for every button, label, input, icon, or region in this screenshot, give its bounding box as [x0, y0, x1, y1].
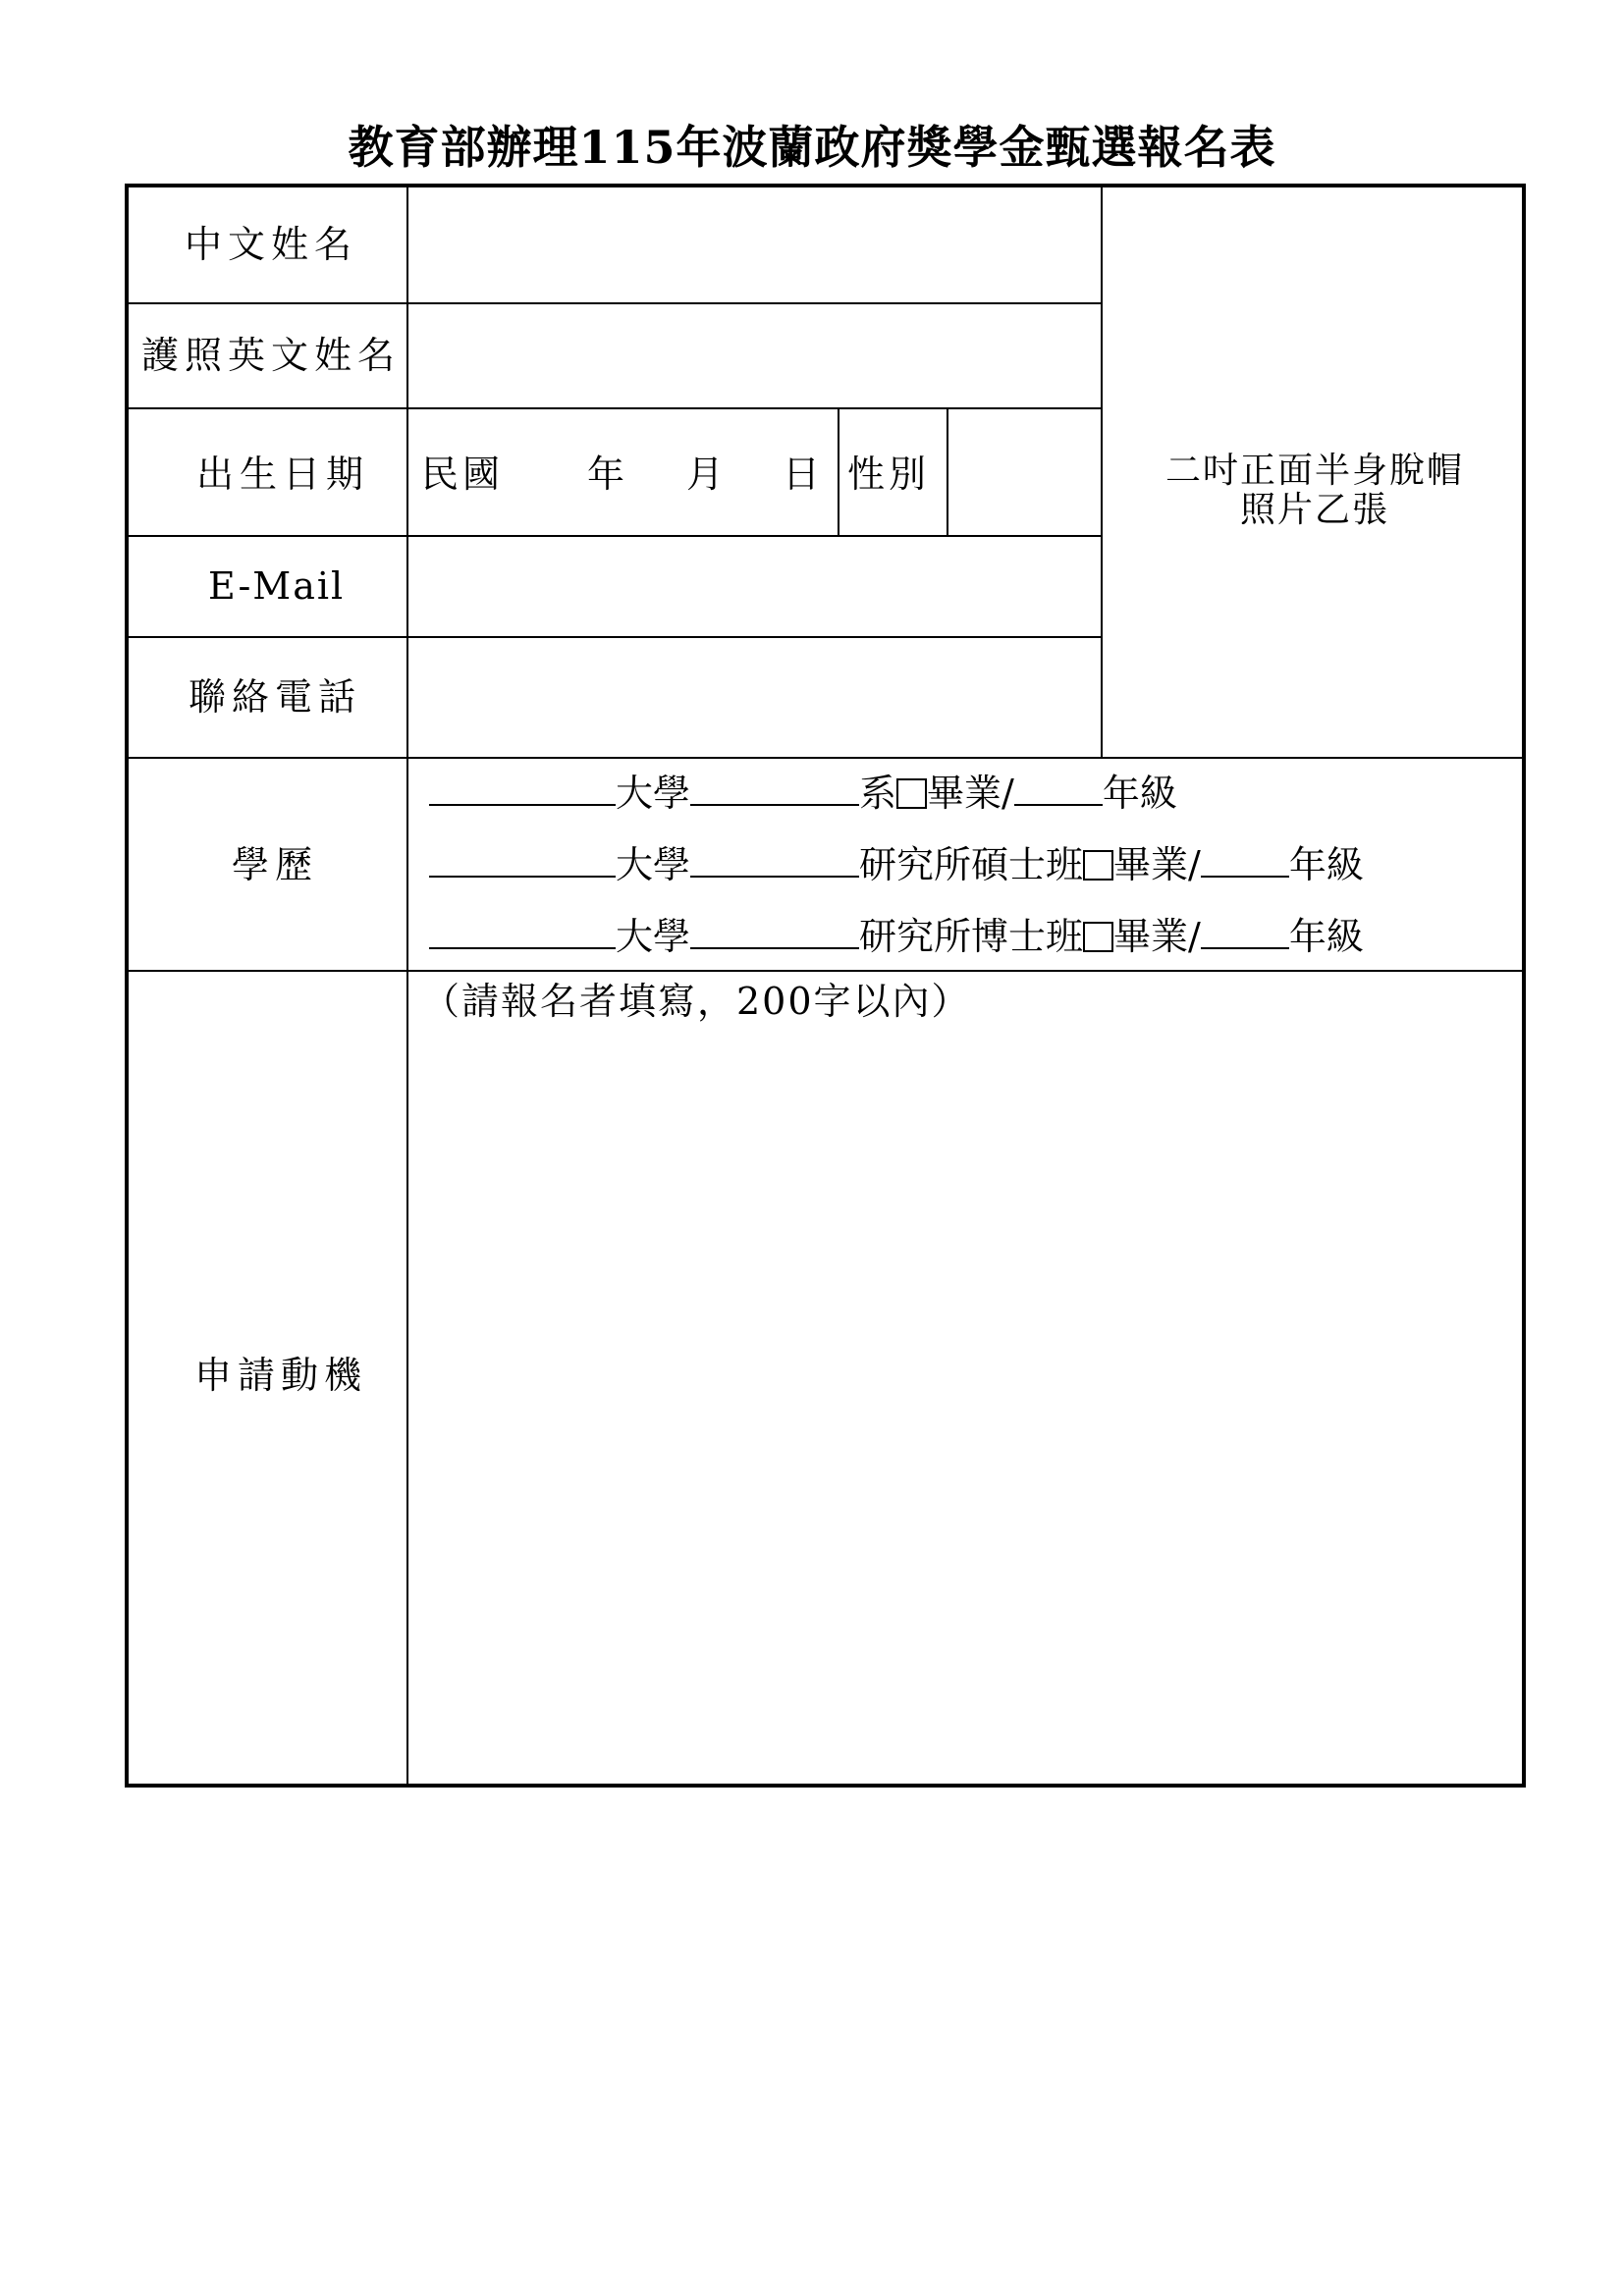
- department-blank[interactable]: [690, 840, 859, 878]
- grade-label: 年級: [1102, 772, 1177, 815]
- birth-day-label: 日: [783, 453, 821, 496]
- gender-value-divider: [947, 407, 948, 537]
- education-row-master: [429, 840, 1364, 888]
- degree-label: 研究所碩士班: [859, 843, 1084, 886]
- birth-date-label: 出生日期: [196, 453, 370, 496]
- grade-blank[interactable]: [1201, 840, 1289, 878]
- status-label: 畢業/: [1113, 843, 1201, 886]
- department-blank[interactable]: [690, 912, 859, 949]
- row-divider: [127, 757, 1524, 759]
- photo-instruction-line1: 二吋正面半身脫帽: [1164, 451, 1464, 491]
- passport-name-label: 護照英文姓名: [141, 334, 402, 377]
- education-label: 學歷: [232, 843, 319, 886]
- email-label: E-Mail: [208, 564, 346, 608]
- grade-label: 年級: [1288, 843, 1364, 886]
- gender-divider: [838, 407, 839, 537]
- motivation-label: 申請動機: [194, 1354, 368, 1397]
- birth-year-label: 年: [587, 453, 625, 496]
- gender-label: 性別: [847, 453, 931, 496]
- motivation-hint: （請報名者填寫，200字以內）: [422, 980, 971, 1023]
- status-label: 畢業/: [1113, 915, 1201, 958]
- row-divider: [127, 636, 1103, 638]
- photo-instruction-line2: 照片乙張: [1239, 490, 1389, 530]
- row-divider: [127, 970, 1524, 972]
- grade-blank[interactable]: [1201, 912, 1289, 949]
- degree-label: 系: [859, 772, 897, 815]
- gender-field[interactable]: [949, 410, 1100, 534]
- chinese-name-label: 中文姓名: [185, 223, 358, 266]
- email-field[interactable]: [409, 538, 1100, 635]
- birth-prefix: 民國: [421, 453, 505, 496]
- education-row-bachelor: [429, 769, 1177, 817]
- phone-field[interactable]: [409, 639, 1100, 756]
- row-divider: [127, 535, 1103, 537]
- graduated-checkbox[interactable]: [896, 778, 927, 809]
- university-blank[interactable]: [429, 840, 616, 878]
- university-label: 大學: [616, 915, 691, 958]
- education-row-doctoral: [429, 912, 1364, 960]
- photo-placeholder: [1103, 452, 1527, 530]
- row-divider: [127, 407, 1103, 409]
- university-blank[interactable]: [429, 769, 616, 806]
- label-column-divider: [406, 186, 408, 1786]
- graduated-checkbox[interactable]: [1083, 850, 1113, 881]
- birth-month-label: 月: [686, 453, 725, 496]
- university-blank[interactable]: [429, 912, 616, 949]
- chinese-name-field[interactable]: [409, 187, 1100, 301]
- motivation-field[interactable]: [409, 1031, 1524, 1785]
- department-blank[interactable]: [690, 769, 859, 806]
- grade-label: 年級: [1288, 915, 1364, 958]
- graduated-checkbox[interactable]: [1083, 922, 1113, 952]
- degree-label: 研究所博士班: [859, 915, 1084, 958]
- page-title: 教育部辦理115年波蘭政府獎學金甄選報名表: [348, 121, 1276, 174]
- status-label: 畢業/: [927, 772, 1014, 815]
- phone-label: 聯絡電話: [189, 675, 362, 719]
- grade-blank[interactable]: [1014, 769, 1103, 806]
- passport-name-field[interactable]: [409, 305, 1100, 406]
- university-label: 大學: [616, 772, 691, 815]
- university-label: 大學: [616, 843, 691, 886]
- row-divider: [127, 302, 1103, 304]
